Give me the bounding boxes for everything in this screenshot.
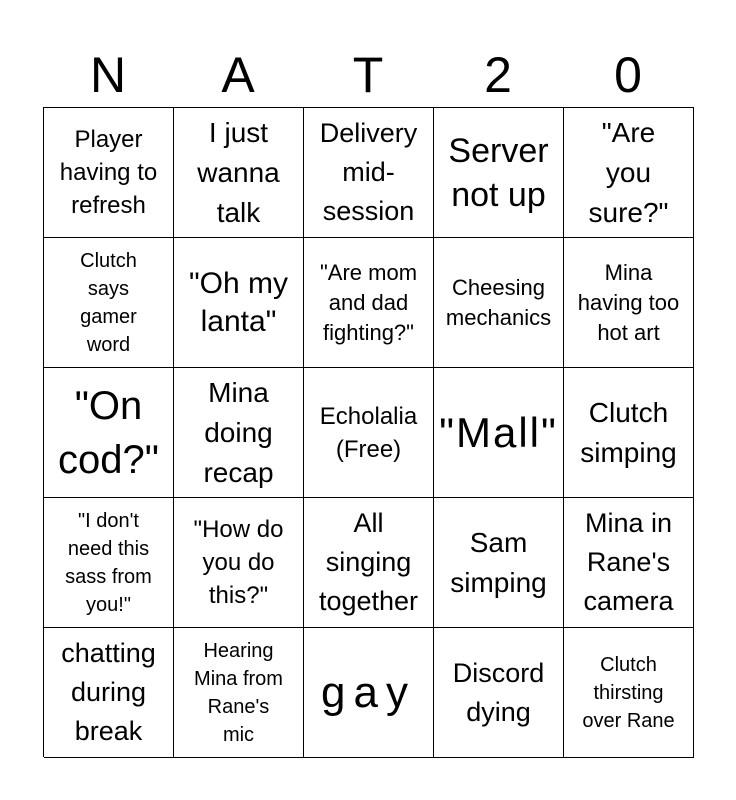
bingo-cell-r4c3[interactable] — [304, 498, 434, 628]
cell-text: Clutch simping — [580, 396, 677, 468]
bingo-cell-r5c3[interactable] — [304, 628, 434, 758]
bingo-cell-r3c5[interactable] — [564, 368, 694, 498]
bingo-cell-r5c1[interactable] — [44, 628, 174, 758]
bingo-header — [43, 44, 693, 106]
cell-text: "I don't need this sass from you!" — [65, 509, 152, 616]
cell-text: "How do you do this?" — [193, 516, 284, 609]
bingo-cell-r1c2[interactable] — [174, 108, 304, 238]
bingo-cell-r2c2[interactable] — [174, 238, 304, 368]
cell-text: Mina in Rane's camera — [583, 508, 674, 616]
bingo-cell-r3c1[interactable] — [44, 368, 174, 498]
cell-text: "On cod?" — [58, 383, 159, 482]
bingo-cell-r1c4[interactable] — [434, 108, 564, 238]
cell-text: Mina doing recap — [203, 376, 274, 488]
cell-text: Echolalia (Free) — [319, 402, 418, 463]
cell-text: All singing together — [318, 508, 419, 616]
bingo-cell-r5c2[interactable] — [174, 628, 304, 758]
cell-text: Cheesing mechanics — [445, 274, 552, 330]
bingo-cell-r2c1[interactable] — [44, 238, 174, 368]
bingo-cell-r4c1[interactable] — [44, 498, 174, 628]
header-letter-a: A — [221, 47, 255, 103]
bingo-cell-r4c4[interactable] — [434, 498, 564, 628]
bingo-cell-r4c2[interactable] — [174, 498, 304, 628]
cell-text: "Oh my lanta" — [189, 266, 288, 338]
bingo-cell-r3c4[interactable] — [434, 368, 564, 498]
bingo-cell-r3c2[interactable] — [174, 368, 304, 498]
cell-text: Server not up — [448, 131, 549, 214]
cell-text: gay — [321, 667, 416, 717]
bingo-cell-r1c5[interactable] — [564, 108, 694, 238]
header-letter-t: T — [352, 47, 384, 103]
cell-text: I just wanna talk — [197, 116, 280, 228]
bingo-cell-r2c3[interactable] — [304, 238, 434, 368]
cell-text: "Mall" — [439, 408, 558, 456]
cell-text: "Are mom and dad fighting?" — [319, 259, 418, 345]
cell-text: Player having to refresh — [59, 126, 158, 219]
bingo-cell-r4c5[interactable] — [564, 498, 694, 628]
cell-text: Sam simping — [450, 526, 547, 598]
bingo-cell-r3c3[interactable] — [304, 368, 434, 498]
cell-text: Clutch says gamer word — [80, 249, 137, 356]
bingo-cell-r1c1[interactable] — [44, 108, 174, 238]
bingo-cell-r1c3[interactable] — [304, 108, 434, 238]
bingo-grid — [43, 107, 694, 757]
bingo-cell-r5c4[interactable] — [434, 628, 564, 758]
bingo-cell-r2c4[interactable] — [434, 238, 564, 368]
cell-text: Hearing Mina from Rane's mic — [194, 639, 283, 746]
cell-text: Clutch thirsting over Rane — [582, 653, 675, 732]
header-letter-0: 0 — [614, 47, 642, 103]
header-letter-n: N — [89, 47, 127, 103]
header-letter-2: 2 — [484, 47, 512, 103]
bingo-cell-r2c5[interactable] — [564, 238, 694, 368]
cell-text: Mina having too hot art — [577, 259, 680, 345]
cell-text: chatting during break — [61, 638, 156, 746]
cell-text: "Are you sure?" — [588, 116, 669, 228]
bingo-cell-r5c5[interactable] — [564, 628, 694, 758]
cell-text: Delivery mid- session — [319, 118, 418, 226]
cell-text: Discord dying — [452, 657, 545, 727]
